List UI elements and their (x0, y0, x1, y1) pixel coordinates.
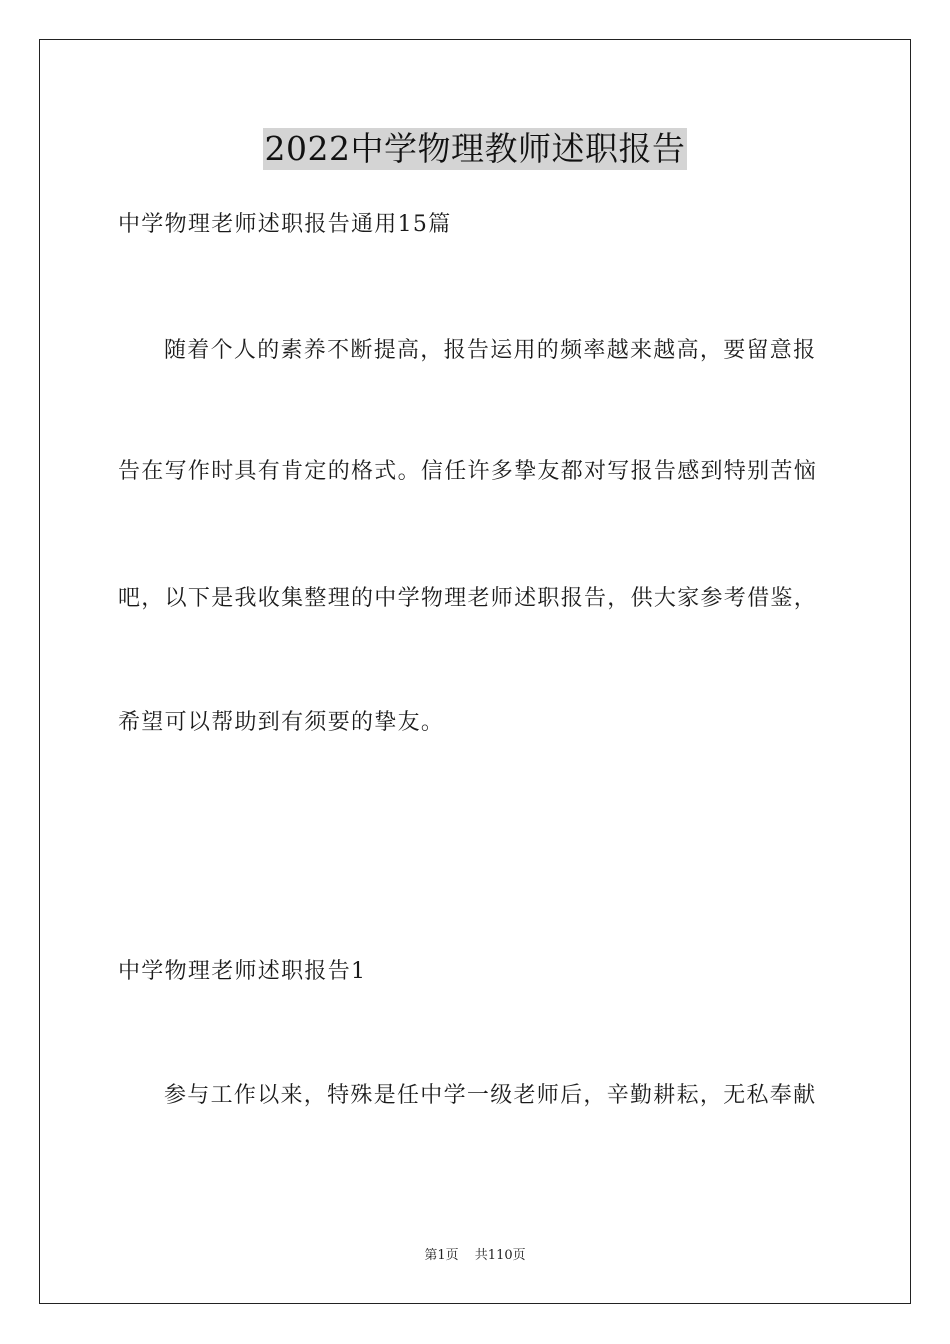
page-total: 共110页 (474, 1248, 526, 1263)
intro-line-2: 告在写作时具有肯定的格式。信任许多挚友都对写报告感到特别苦恼 (118, 459, 818, 484)
section-first-line: 参与工作以来，特殊是任中学一级老师后，辛勤耕耘，无私奉献 (164, 1083, 817, 1108)
document-title: 2022中学物理教师述职报告 (264, 129, 686, 168)
intro-line-3: 吧，以下是我收集整理的中学物理老师述职报告，供大家参考借鉴， (118, 586, 818, 611)
intro-line-4: 希望可以帮助到有须要的挚友。 (118, 710, 445, 735)
document-subtitle: 中学物理老师述职报告通用15篇 (118, 212, 452, 237)
title-container (0, 128, 950, 170)
intro-line-1: 随着个人的素养不断提高，报告运用的频率越来越高，要留意报 (164, 338, 817, 363)
section-heading: 中学物理老师述职报告1 (118, 959, 367, 984)
page-footer (0, 1247, 950, 1265)
page-current: 第1页 (424, 1248, 459, 1263)
